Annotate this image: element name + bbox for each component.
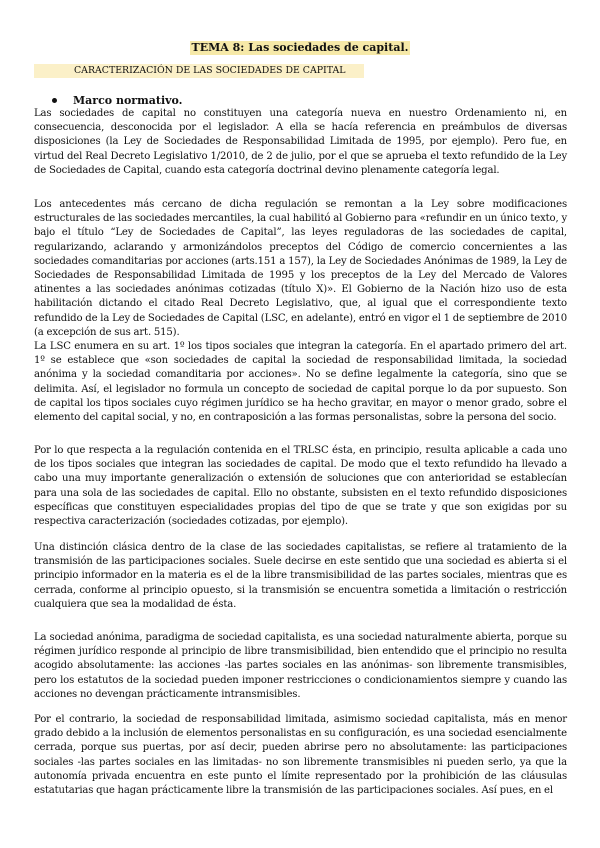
section-heading-text: Marco normativo. <box>73 94 183 107</box>
title-container <box>0 36 600 55</box>
bullet-icon <box>52 98 57 103</box>
paragraph: Las sociedades de capital no constituyen una categoría nueva en nuestro Ordenamiento ni, en consecuencia, desconocida por el legislador. A ella se hacía referencia en preámbulos de diversas disposiciones (la Ley de Sociedades de Responsabilidad Limitada de 1995, por ejemplo). Pero fue, en virtud del Real Decreto Legislativo 1/2010, de 2 de julio, por el que se aprueba el texto refundido de la Ley de Sociedades de Capital, cuando esta categoría doctrinal devino plenamente categoría legal. <box>34 108 567 176</box>
section-heading <box>52 94 182 108</box>
paragraph: Los antecedentes más cercano de dicha regulación se remontan a la Ley sobre modificaciones estructurales de las sociedades mercantiles, la cual habilitó al Gobierno para «refundir en un único texto, y bajo el título “Ley de Sociedades de Capital”, las leyes reguladoras de las sociedades de capital, regularizando, aclarando y armonizándolos preceptos del Código de comercio concernientes a las sociedades comanditarias por acciones (arts.151 a 157), la Ley de Sociedades Anónimas de 1989, la Ley de Sociedades de Responsabilidad Limitada de 1995 y los preceptos de la Ley del Mercado de Valores atinentes a las sociedades anónimas cotizadas (título X)». El Gobierno de la Nación hizo uso de esta habilitación dictando el citado Real Decreto Legislativo, que, al igual que el correspondiente texto refundido de la Ley de Sociedades de Capital (LSC, en adelante), entró en vigor el 1 de septiembre de 2010 (a excepción de sus art. 515). <box>34 199 567 338</box>
paragraph: Por lo que respecta a la regulación contenida en el TRLSC ésta, en principio, resulta aplicable a cada uno de los tipos sociales que integran las sociedades de capital. De modo que el texto refundido ha llevado a cabo una muy importante generalización o extensión de soluciones que con anterioridad se establecían para una sola de las sociedades de capital. Ello no obstante, subsisten en el texto refundido disposiciones específicas que constituyen especialidades propias del tipo de que se trate y que son exigidas por su respectiva caracterización (sociedades cotizadas, por ejemplo). <box>34 445 567 528</box>
paragraph: Por el contrario, la sociedad de responsabilidad limitada, asimismo sociedad capitalista, más en menor grado debido a la inclusión de elementos personalistas en su configuración, es una sociedad esencialmente cerrada, porque sus puertas, por así decir, pueden abrirse pero no absolutamente: las participaciones sociales -las partes sociales en las limitadas- no son libremente transmisibles ni pueden serlo, ya que la autonomía privada encuentra en este punto el límite representado por la prohibición de las cláusulas estatutarias que hagan prácticamente libre la transmisión de las participaciones sociales. Así pues, en el <box>34 714 567 797</box>
paragraph: La LSC enumera en su art. 1º los tipos sociales que integran la categoría. En el apartado primero del art. 1º se establece que «son sociedades de capital la sociedad de responsabilidad limitada, la sociedad anónima y la sociedad comanditaria por acciones». No se define legalmente la categoría, sino que se delimita. Así, el legislador no formula un concepto de sociedad de capital porque lo da por supuesto. Son de capital los tipos sociales cuyo régimen jurídico se ha hecho gravitar, en mayor o menor grado, sobre el elemento del capital social, y no, en contraposición a las formas personalistas, sobre la persona del socio. <box>34 341 567 424</box>
paragraph: La sociedad anónima, paradigma de sociedad capitalista, es una sociedad naturalmente abierta, porque su régimen jurídico responde al principio de libre transmisibilidad, bien entendido que el principio no resulta acogido absolutamente: las acciones -las partes sociales en las anónimas- son libremente transmisibles, pero los estatutos de la sociedad pueden imponer restricciones o condicionamientos siempre y cuando las acciones no devengan prácticamente intransmisibles. <box>34 632 567 700</box>
section-subtitle: CARACTERIZACIÓN DE LAS SOCIEDADES DE CAPITAL <box>34 64 364 78</box>
page-title: TEMA 8: Las sociedades de capital. <box>191 41 409 54</box>
paragraph: Una distinción clásica dentro de la clase de las sociedades capitalistas, se refiere al tratamiento de la transmisión de las participaciones sociales. Suele decirse en este sentido que una sociedad es abierta si el principio informador en la materia es el de la libre transmisibilidad de las partes sociales, mientras que es cerrada, conforme al principio opuesto, si la transmisión se encuentra sometida a limitación o restricción cualquiera que sea la modalidad de ésta. <box>34 542 567 610</box>
